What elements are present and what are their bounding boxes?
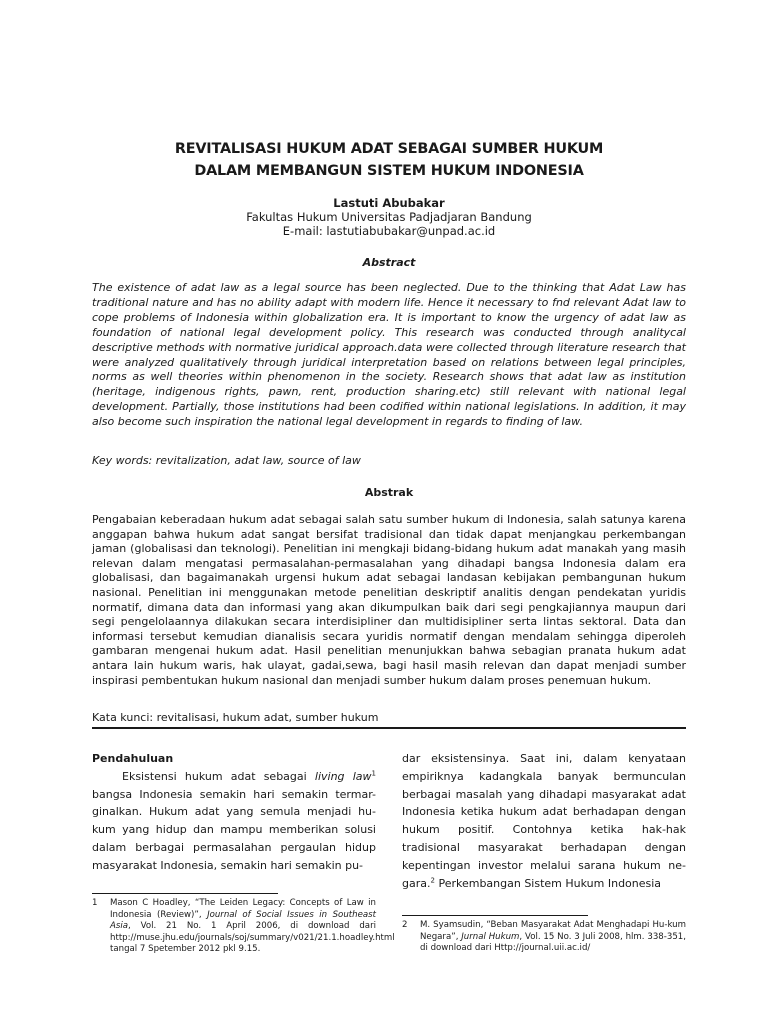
section-divider xyxy=(92,727,686,729)
footnote-number: 2 xyxy=(402,920,408,930)
footnote-divider-left xyxy=(92,893,278,894)
paragraph-text-rest: Perkembangan Sistem Hukum Indonesia xyxy=(434,876,662,890)
body-column-left xyxy=(92,750,376,875)
section-heading: Pendahuluan xyxy=(92,752,174,765)
title-line-2: DALAM MEMBANGUN SISTEM HUKUM INDONESIA xyxy=(194,163,584,179)
abstrak-body: Pengabaian keberadaan hukum adat sebagai salah satu sumber hukum di Indonesia, salah satunya karena anggapan bahwa hukum adat sangat bersifat tradisional dan tidak dapat menjangkau perkembangan jaman (globalisasi dan teknologi). Penelitian ini mengkaji bidang-bidang hukum adat manakah yang masih relevan dalam mengatasi permasalahan-permasalahan yang dihadapi bangsa Indonesia dalam era globalisasi, dan bagaimanakah urgensi hukum adat sebagai landasan kebijakan pembangunan hukum nasional. Penelitian ini menggunakan metode penelitian deskriptif analitis dengan pendekatan yuridis normatif, dimana data dan informasi yang akan dikumpulkan baik dari segi pengkajiannya maupun dari segi pengelolaannya dilakukan secara interdisipliner dan multidisipliner serta lintas sektoral. Data dan informasi tersebut kemudian dianalisis secara yuridis normatif dengan mendalam sehingga diperoleh gambaran mengenai hukum adat. Hasil penelitian menunjukkan bahwa sebagian pranata hukum adat antara lain hukum waris, hak ulayat, gadai,sewa, bagi hasil masih relevan dan dapat menjadi sumber inspirasi pembentukan hukum nasional dan menjadi sumber hukum dalam proses penemuan hukum. xyxy=(92,513,686,687)
paragraph-text-rest: bangsa Indonesia semakin hari semakin termar-ginalkan. Hukum adat yang semula menjadi hu-kum yang hidup dan mampu memberikan solusi dalam berbagai permasalahan pergaulan hidup masyarakat Indonesia, semakin hari semakin pu- xyxy=(92,787,376,872)
footnote-number: 1 xyxy=(92,898,98,908)
paragraph-text-start: dar eksistensinya. Saat ini, dalam kenyataan empiriknya kadangkala banyak bermunculan berbagai masalah yang dihadapi masyarakat adat Indonesia ketika hukum adat berhadapan dengan hukum positif. Contohnya ketika hak-hak tradisional masyarakat berhadapan dengan kepentingan investor melalui sarana hukum ne-gara. xyxy=(402,752,686,890)
footnote-2 xyxy=(402,920,686,955)
footnote-text-rest: , Vol. 21 No. 1 April 2006, di download dari http://muse.jhu.edu/journals/soj/summary/v021/21.1.hoadley.html tangal 7 Spetember 2012 pkl 9.15. xyxy=(110,921,395,955)
footnote-text-start: Mason C Hoadley, “The Leiden Legacy: Concepts of Law in Indonesia (Review)”, xyxy=(110,898,376,920)
abstract-body: The existence of adat law as a legal source has been neglected. Due to the thinking that Adat Law has traditional nature and has no ability adapt with modern life. Hence it necessary to fnd relevant Adat law to cope problems of Indonesia within globalization era. It is important to know the urgency of adat law as foundation of national legal development policy. This research was conducted through analitycal descriptive methods with normative juridical approach.data were collected through literature research that were analyzed qualitatively through juridical interpretation based on relations between legal principles, norms as well theories within phenomenon in the society. Research shows that adat law as institution (heritage, indigenous rights, pawn, rent, production sharing.etc) still relevant with national legal development. Partially, those institutions had been codified within national legislations. In addition, it may also become such inspiration the national legal development in regards to finding of law. xyxy=(92,281,686,429)
footnote-journal-title: Journal of Social Issues in Southeast Asia xyxy=(110,909,376,932)
paragraph-right xyxy=(402,750,686,892)
keywords-english: Key words: revitalization, adat law, source of law xyxy=(92,454,361,467)
footnote-text xyxy=(420,920,686,955)
footnote-journal-title: Jurnal Hukum xyxy=(461,931,520,942)
abstract-heading: Abstract xyxy=(362,256,416,269)
footnote-ref-2[interactable]: 2 xyxy=(430,875,435,884)
title-line-1: REVITALISASI HUKUM ADAT SEBAGAI SUMBER HUKUM xyxy=(174,141,604,157)
author-email: E-mail: lastutiabubakar@unpad.ac.id xyxy=(282,224,496,238)
footnote-text-start: M. Syamsudin, “Beban Masyarakat Adat Menghadapi Hu-kum Negara”, xyxy=(420,920,686,942)
author-block xyxy=(92,196,686,238)
author-name: Lastuti Abubakar xyxy=(333,196,445,210)
footnote-1 xyxy=(92,898,395,956)
footnote-divider-right xyxy=(402,915,588,916)
paragraph-left xyxy=(92,768,376,875)
footnote-text xyxy=(110,898,395,956)
living-law-term: living law xyxy=(314,769,372,783)
paragraph-text-start: Eksistensi hukum adat sebagai xyxy=(122,769,315,783)
body-column-right xyxy=(402,750,686,892)
abstrak-heading: Abstrak xyxy=(364,486,414,499)
footnote-ref-1[interactable]: 1 xyxy=(371,769,376,778)
article-title xyxy=(92,138,686,182)
footnote-text-rest: , Vol. 15 No. 3 Juli 2008, hlm. 338-351, di download dari Http://journal.uii.ac.id/ xyxy=(420,931,686,954)
author-affiliation: Fakultas Hukum Universitas Padjadjaran Bandung xyxy=(246,210,532,224)
keywords-indonesian: Kata kunci: revitalisasi, hukum adat, sumber hukum xyxy=(92,711,379,724)
